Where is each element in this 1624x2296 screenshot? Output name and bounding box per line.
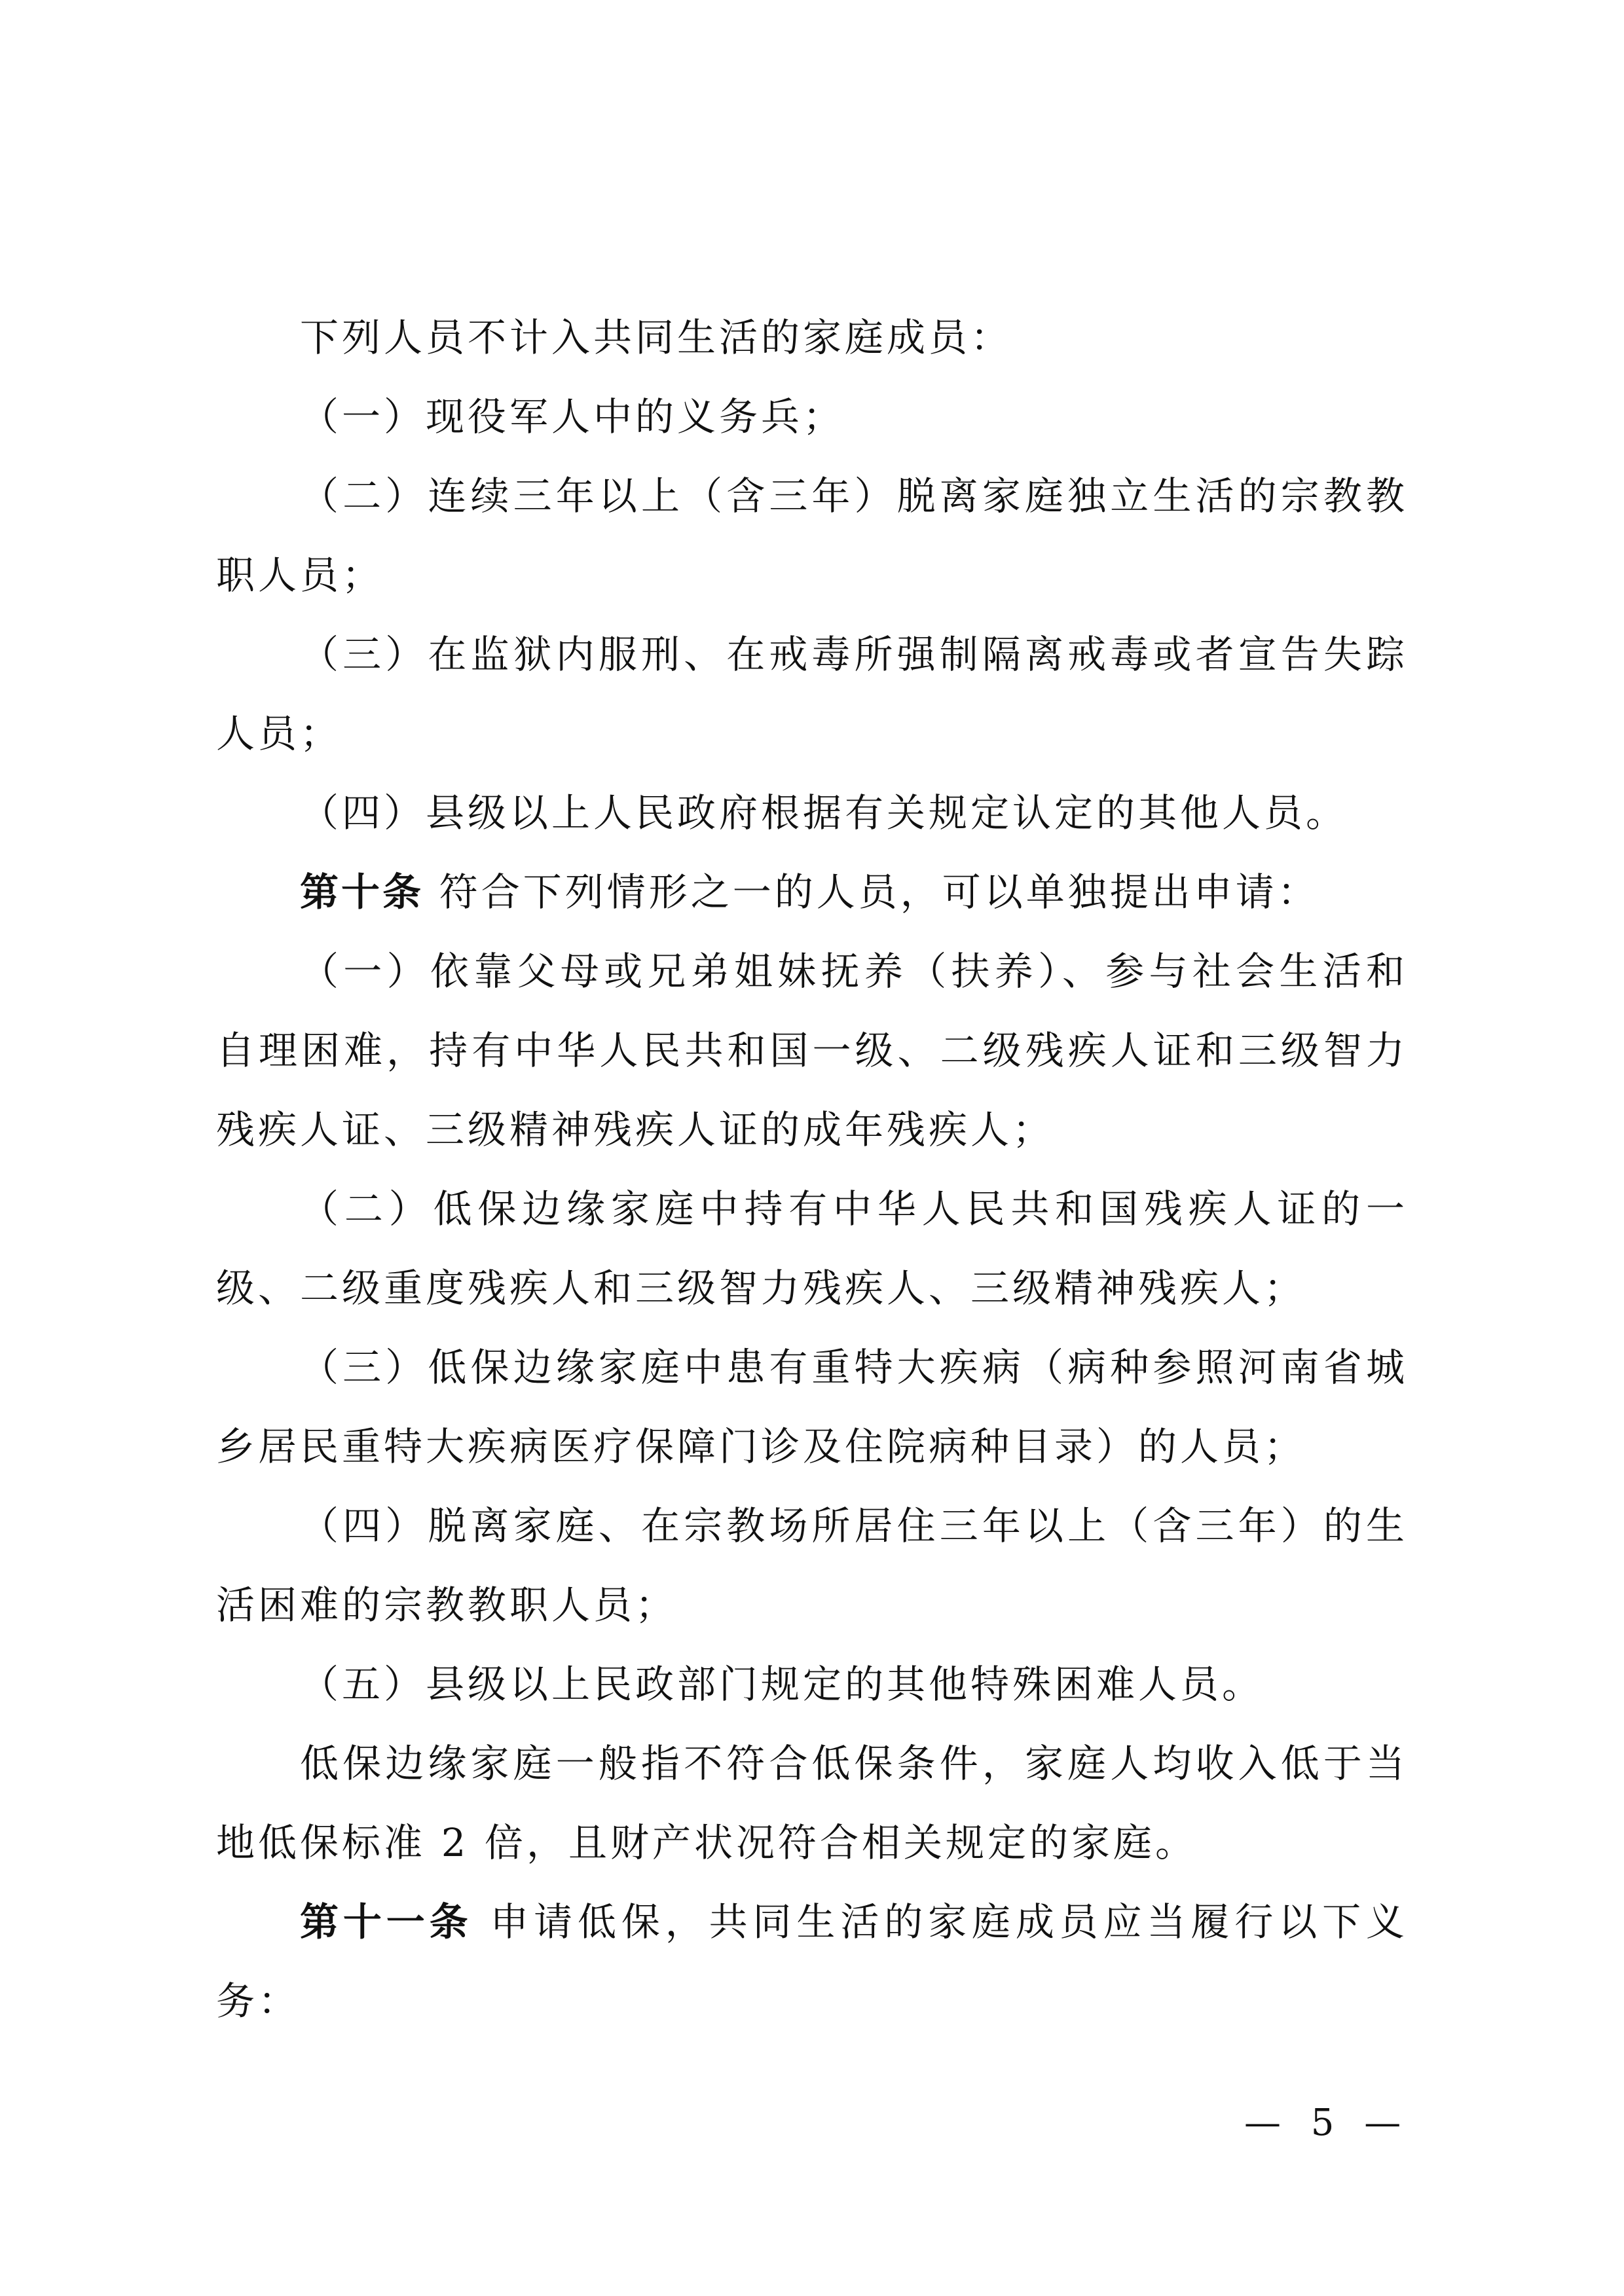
page-number: — 5 — (1244, 2102, 1411, 2144)
article-number: 第十条 (300, 869, 424, 915)
paragraph-exclusion-2: （二）连续三年以上（含三年）脱离家庭独立生活的宗教教职人员； (216, 473, 1408, 598)
article-number: 第十一条 (300, 1899, 473, 1944)
paragraph-edge-family-definition: 低保边缘家庭一般指不符合低保条件，家庭人均收入低于当地低保标准 2 倍，且财产状况符合相关规定的家庭。 (216, 1741, 1408, 1865)
document-body (216, 298, 1408, 2041)
paragraph-article-10-item-3: （三）低保边缘家庭中患有重特大疾病（病种参照河南省城乡居民重特大疾病医疗保障门诊及住院病种目录）的人员； (216, 1345, 1408, 1469)
paragraph-exclusions-intro: 下列人员不计入共同生活的家庭成员： (300, 315, 1013, 360)
paragraph-article-10-item-2: （二）低保边缘家庭中持有中华人民共和国残疾人证的一级、二级重度残疾人和三级智力残疾人、三级精神残疾人； (216, 1186, 1408, 1311)
paragraph-exclusion-3: （三）在监狱内服刑、在戒毒所强制隔离戒毒或者宣告失踪人员； (216, 632, 1408, 756)
paragraph-article-11: 第十一条 申请低保，共同生活的家庭成员应当履行以下义务： (216, 1899, 1408, 2024)
paragraph-article-10-item-4: （四）脱离家庭、在宗教场所居住三年以上（含三年）的生活困难的宗教教职人员； (216, 1503, 1408, 1628)
paragraph-article-10-item-1: （一）依靠父母或兄弟姐妹抚养（扶养）、参与社会生活和自理困难，持有中华人民共和国一级、二级残疾人证和三级智力残疾人证、三级精神残疾人证的成年残疾人； (216, 949, 1408, 1152)
paragraph-exclusion-4: （四）县级以上人民政府根据有关规定认定的其他人员。 (300, 790, 1348, 835)
paragraph-article-10: 第十条 符合下列情形之一的人员，可以单独提出申请： (300, 869, 1320, 915)
paragraph-exclusion-1: （一）现役军人中的义务兵； (300, 394, 845, 439)
paragraph-article-10-item-5: （五）县级以上民政部门规定的其他特殊困难人员。 (300, 1662, 1264, 1707)
